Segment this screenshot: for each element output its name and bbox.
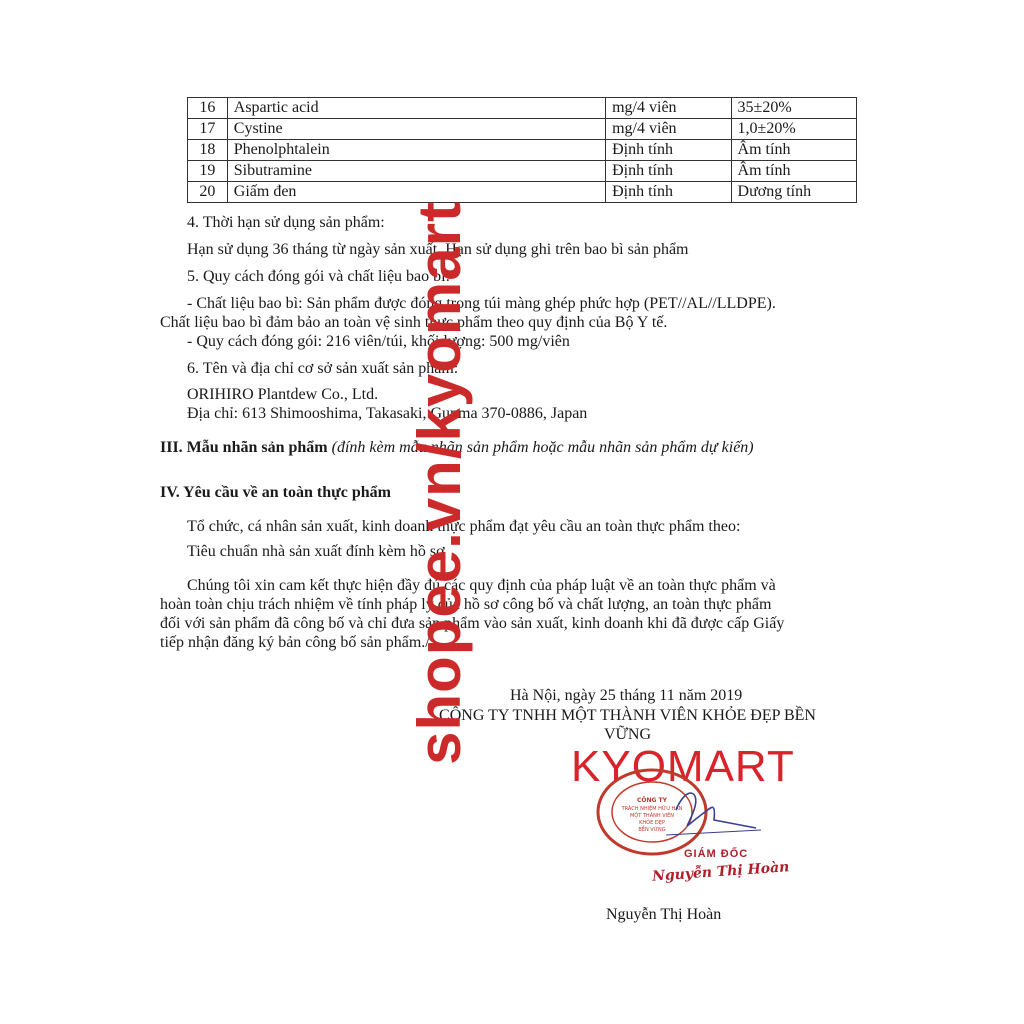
row-number: 16 <box>188 98 228 119</box>
row-value: 35±20% <box>731 98 856 119</box>
table-row <box>188 140 857 161</box>
row-name: Sibutramine <box>227 161 605 182</box>
spec-table <box>187 97 857 203</box>
table-row <box>188 161 857 182</box>
section6-heading: 6. Tên và địa chỉ cơ sở sản xuất sản phẩm: <box>187 360 459 377</box>
section5-heading: 5. Quy cách đóng gói và chất liệu bao bì: <box>187 268 451 285</box>
company-line1: CÔNG TY TNHH MỘT THÀNH VIÊN KHỎE ĐẸP BỀN <box>439 707 816 724</box>
row-number: 17 <box>188 119 228 140</box>
company-name <box>430 706 825 744</box>
row-unit: Định tính <box>606 182 731 203</box>
section5-line1: - Chất liệu bao bì: Sản phẩm được đóng trong túi màng ghép phức hợp (PET//AL//LLDPE). <box>187 295 776 312</box>
row-value: Âm tính <box>731 140 856 161</box>
commitment-line3: đối với sản phẩm đã công bố và chỉ đưa sản phẩm vào sản xuất, kinh doanh khi đã được cấp Giấy <box>160 615 785 632</box>
sectionIV-line2: Tiêu chuẩn nhà sản xuất đính kèm hồ sơ <box>187 543 445 560</box>
section5-line3: - Quy cách đóng gói: 216 viên/túi, khối lượng: 500 mg/viên <box>187 333 570 350</box>
row-unit: Định tính <box>606 140 731 161</box>
section4-text: Hạn sử dụng 36 tháng từ ngày sản xuất. Hạn sử dụng ghi trên bao bì sản phẩm <box>187 241 689 258</box>
table-row <box>188 182 857 203</box>
row-value: 1,0±20% <box>731 119 856 140</box>
commitment-line1: Chúng tôi xin cam kết thực hiện đầy đủ các quy định của pháp luật về an toàn thực phẩm và <box>187 577 776 594</box>
table-row <box>188 119 857 140</box>
table-row <box>188 98 857 119</box>
watermark-text: shopee.vn/kyomart <box>406 201 473 765</box>
row-unit: mg/4 viên <box>606 119 731 140</box>
section3-heading: III. Mẫu nhãn sản phẩm <box>160 439 328 456</box>
row-value: Dương tính <box>731 182 856 203</box>
row-name: Phenolphtalein <box>227 140 605 161</box>
sectionIV-heading: IV. Yêu cầu về an toàn thực phẩm <box>160 484 391 501</box>
row-name: Cystine <box>227 119 605 140</box>
svg-text:BỀN VỮNG: BỀN VỮNG <box>638 827 666 833</box>
section5-line2: Chất liệu bao bì đảm bảo an toàn vệ sinh thực phẩm theo quy định của Bộ Y tế. <box>160 314 668 331</box>
director-name: Nguyễn Thị Hoàn <box>606 906 722 923</box>
director-name-script: Nguyễn Thị Hoàn <box>651 859 790 885</box>
row-name: Aspartic acid <box>227 98 605 119</box>
commitment-line2: hoàn toàn chịu trách nhiệm về tính pháp lý của hồ sơ công bố và chất lượng, an toàn thực phẩm <box>160 596 772 613</box>
company-line2: VỮNG <box>603 726 652 743</box>
row-number: 18 <box>188 140 228 161</box>
row-unit: mg/4 viên <box>606 98 731 119</box>
row-name: Giấm đen <box>227 182 605 203</box>
section6-address: Địa chỉ: 613 Shimooshima, Takasaki, Gunma 370-0886, Japan <box>187 405 588 422</box>
row-number: 19 <box>188 161 228 182</box>
handwritten-signature <box>656 780 766 840</box>
section6-company: ORIHIRO Plantdew Co., Ltd. <box>187 386 379 403</box>
svg-text:TRÁCH NHIỆM HỮU HẠN: TRÁCH NHIỆM HỮU HẠN <box>621 806 683 812</box>
sectionIV-line1: Tổ chức, cá nhân sản xuất, kinh doanh thực phẩm đạt yêu cầu an toàn thực phẩm theo: <box>187 518 741 535</box>
svg-text:CÔNG TY: CÔNG TY <box>637 797 667 804</box>
svg-text:KHỎE ĐẸP: KHỎE ĐẸP <box>639 820 665 826</box>
commitment-line4: tiếp nhận đăng ký bản công bố sản phẩm./. <box>160 634 434 651</box>
svg-text:MỘT THÀNH VIÊN: MỘT THÀNH VIÊN <box>629 813 675 819</box>
section4-heading: 4. Thời hạn sử dụng sản phẩm: <box>187 214 385 231</box>
brand-logo: KYOMART <box>571 742 795 791</box>
section3-note: (đính kèm mẫu nhãn sản phẩm hoặc mẫu nhãn sản phẩm dự kiến) <box>331 439 754 456</box>
row-unit: Định tính <box>606 161 731 182</box>
row-number: 20 <box>188 182 228 203</box>
row-value: Âm tính <box>731 161 856 182</box>
director-title: GIÁM ĐỐC <box>684 848 749 860</box>
signature-date: Hà Nội, ngày 25 tháng 11 năm 2019 <box>510 687 743 704</box>
